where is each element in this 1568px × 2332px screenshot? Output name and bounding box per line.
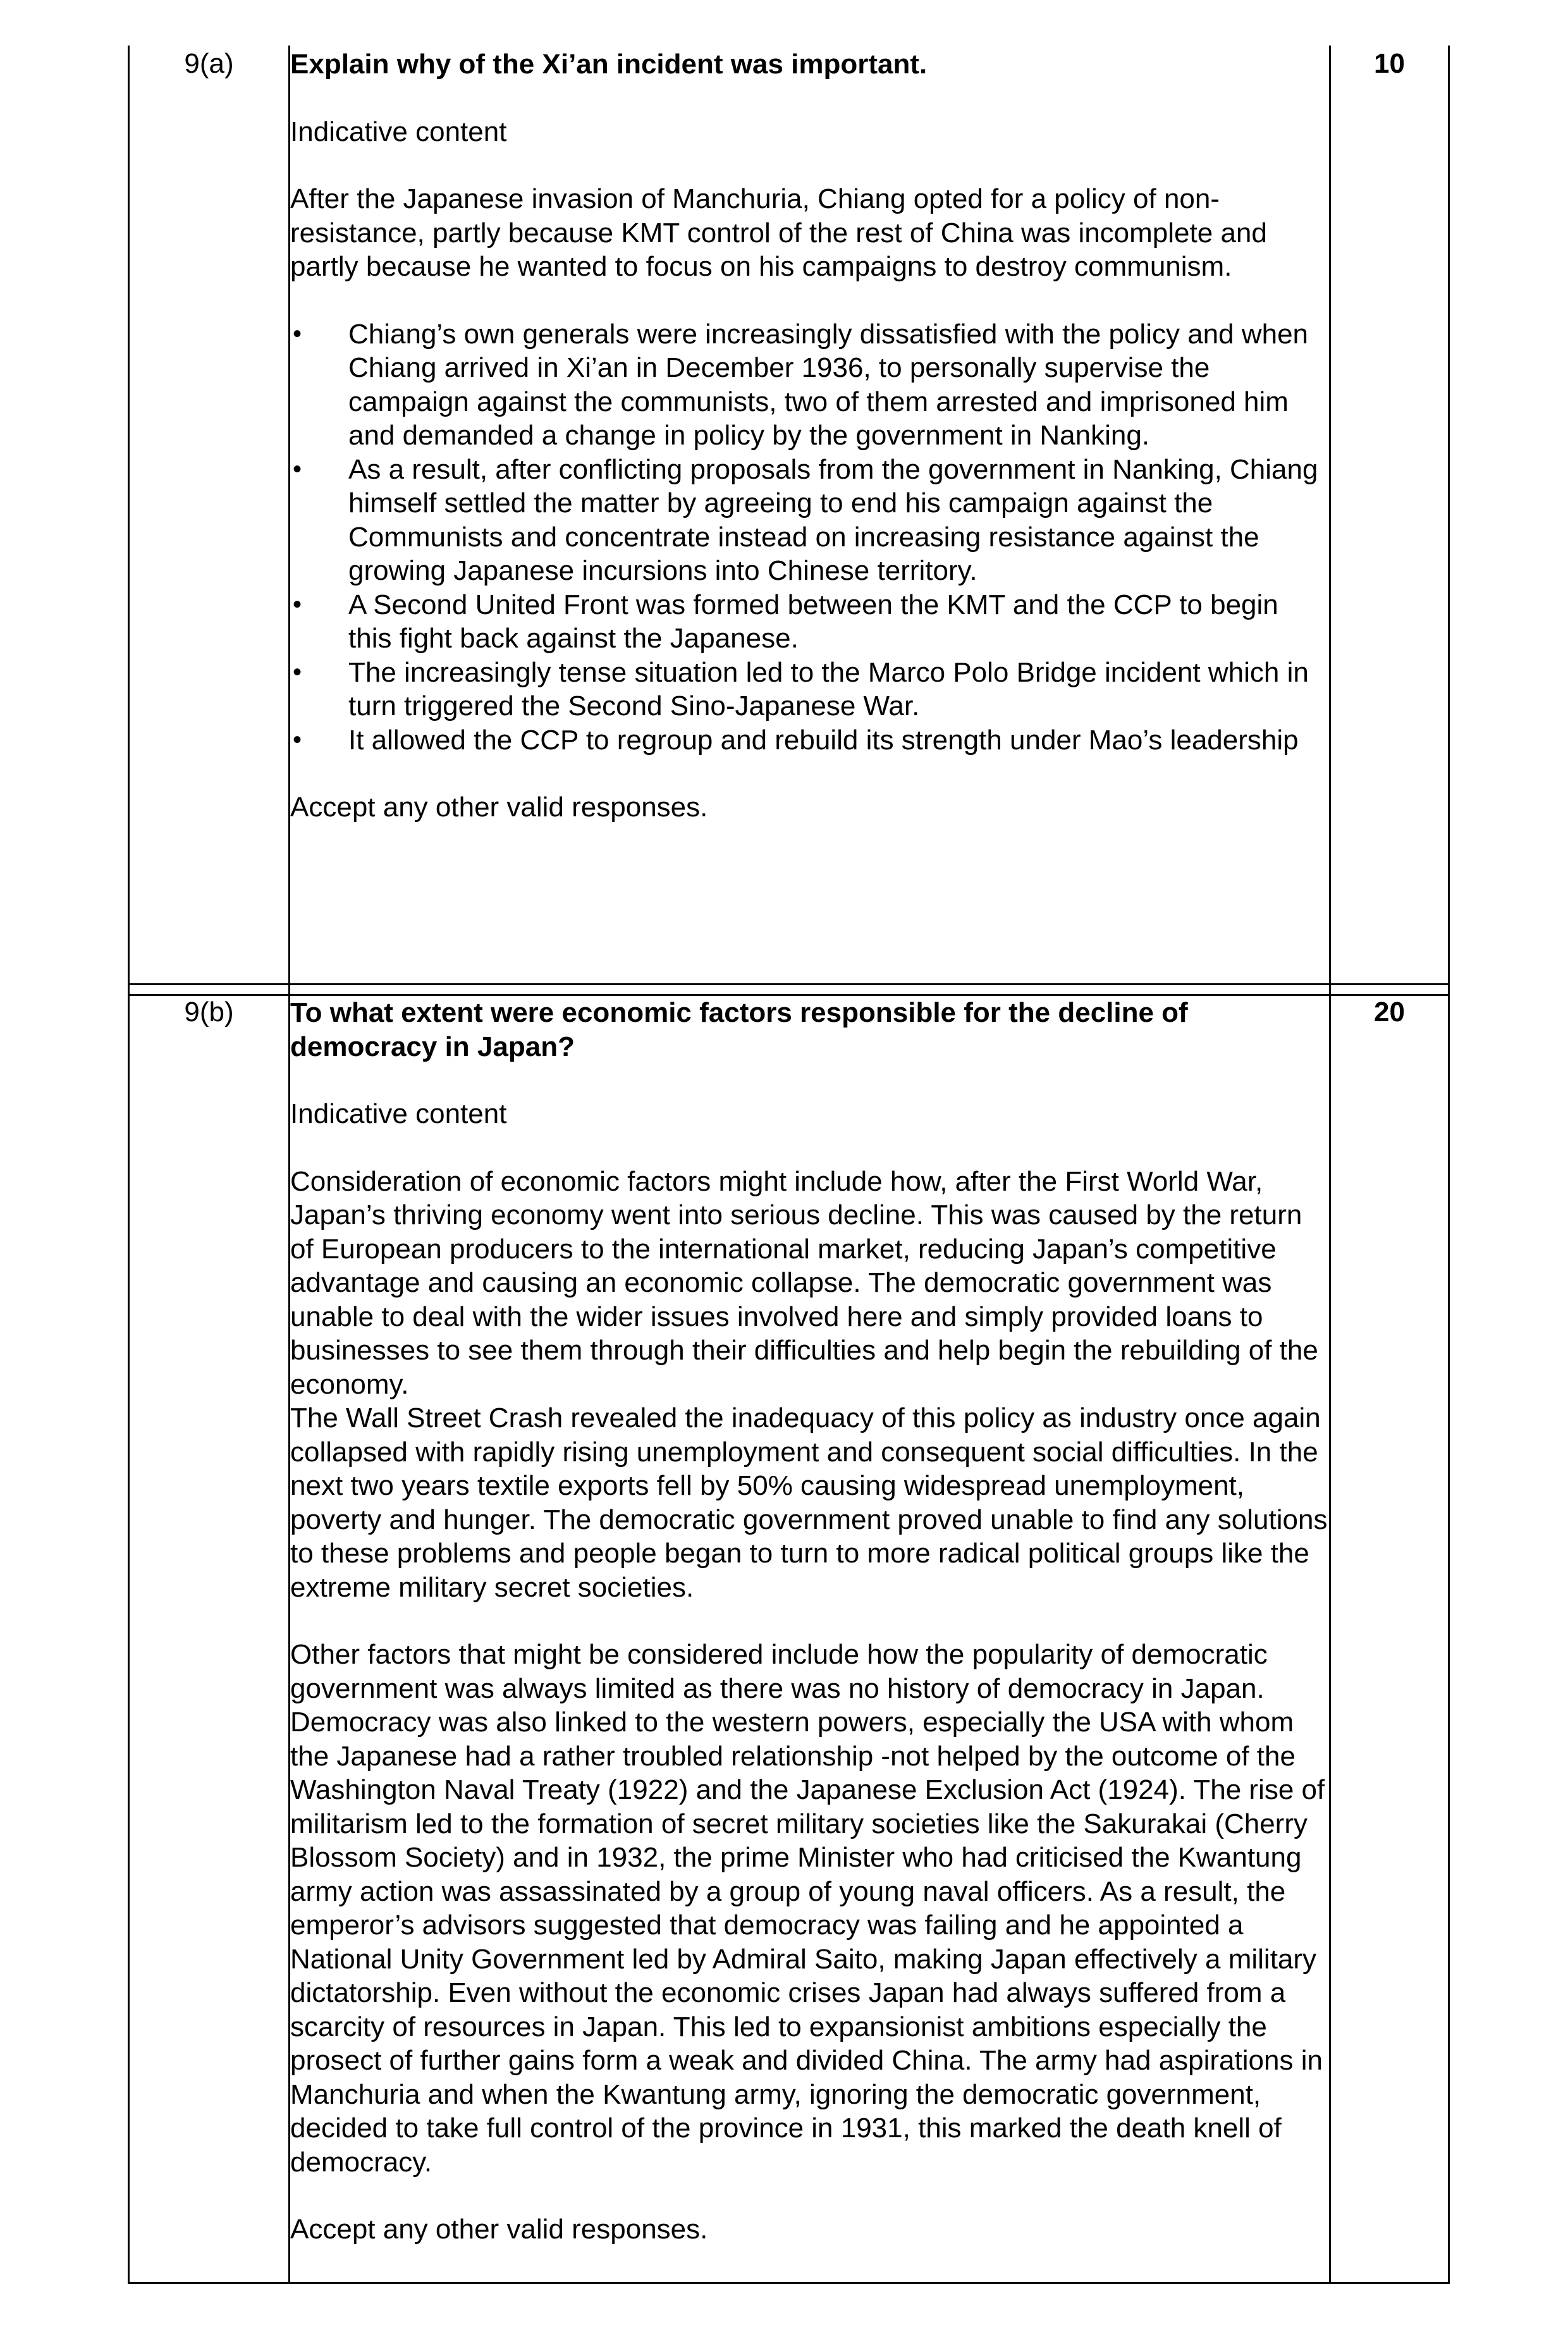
bullet-icon: • <box>293 658 302 686</box>
list-item: • The increasingly tense situation led to the Marco Polo Bridge incident which in turn triggered the Second Sino-Japanese War. <box>293 656 1309 721</box>
closing-note: Accept any other valid responses. <box>290 792 708 823</box>
list-item: • As a result, after conflicting proposals from the government in Nanking, Chiang himself settled the matter by agreeing to end his campaign against the Communists and concentrate instead on increasing resistance against the growing Japanese incursions into Chinese territory. <box>293 453 1318 586</box>
paragraph-economic-factors: Consideration of economic factors might include how, after the First World War, Japan’s thriving economy went into serious decline. This was caused by the return of European producers to the international market, reducing Japan’s competitive advantage and causing an economic collapse. The democratic government was unable to deal with the wider issues involved here and simply provided loans to businesses to see them through their difficulties and help begin the rebuilding of the economy. <box>290 1165 1318 1400</box>
question-row-9a <box>129 47 1449 985</box>
paragraph-wall-street-crash: The Wall Street Crash revealed the inadequacy of this policy as industry once again collapsed with rapidly rising unemployment and consequent social difficulties. In the next two years textile exports fell by 50% causing widespread unemployment, poverty and hunger. The democratic government proved unable to find any solutions to these problems and people began to turn to more radical political groups like the extreme military secret societies. <box>290 1402 1328 1603</box>
bullet-icon: • <box>293 725 302 754</box>
list-item: • Chiang’s own generals were increasingly dissatisfied with the policy and when Chiang arrived in Xi’an in December 1936, to personally supervise the campaign against the communists, two of them arrested and imprisoned him and demanded a change in policy by the government in Nanking. <box>293 318 1309 451</box>
question-title: Explain why of the Xi’an incident was important. <box>290 49 928 80</box>
list-item: • A Second United Front was formed between the KMT and the CCP to begin this fight back against the Japanese. <box>293 589 1278 654</box>
intro-paragraph: After the Japanese invasion of Manchuria, Chiang opted for a policy of non-resistance, partly because KMT control of the rest of China was incomplete and partly because he wanted to focus on his campaigns to destroy communism. <box>290 183 1267 282</box>
question-content <box>290 995 1330 2283</box>
bullet-list <box>290 317 1329 758</box>
paragraph-other-factors: Other factors that might be considered include how the popularity of democratic government was always limited as there was no history of democracy in Japan. Democracy was also linked to the western powers, especially the USA with whom the Japanese had a rather troubled relationship -not helped by the outcome of the Washington Naval Treaty (1922) and the Japanese Exclusion Act (1924). The rise of militarism led to the formation of secret military societies like the Sakurakai (Cherry Blossom Society) and in 1932, the prime Minister who had criticised the Kwantung army action was assassinated by a group of young naval officers. As a result, the emperor’s advisors suggested that democracy was failing and he appointed a National Unity Government led by Admiral Saito, making Japan effectively a military dictatorship. Even without the economic crises Japan had always suffered from a scarcity of resources in Japan. This led to expansionist ambitions especially the prosect of further gains form a weak and divided China. The army had aspirations in Manchuria and when the Kwantung army, ignoring the democratic government, decided to take full control of the province in 1931, this marked the death knell of democracy. <box>290 1639 1325 2178</box>
row-separator <box>129 985 1449 995</box>
question-number: 9(b) <box>129 995 290 2283</box>
question-row-9b <box>129 995 1449 2283</box>
marks-value: 10 <box>1330 47 1449 985</box>
bullet-icon: • <box>293 455 302 483</box>
bullet-icon: • <box>293 319 302 348</box>
marks-value: 20 <box>1330 995 1449 2283</box>
question-title: To what extent were economic factors responsible for the decline of democracy in Japan? <box>290 997 1188 1062</box>
question-content <box>290 47 1330 985</box>
closing-note: Accept any other valid responses. <box>290 2214 708 2245</box>
question-number: 9(a) <box>129 47 290 985</box>
mark-scheme-table <box>128 46 1450 2284</box>
mark-scheme-sheet <box>128 46 1448 2284</box>
indicative-content-heading: Indicative content <box>290 1098 507 1129</box>
indicative-content-heading: Indicative content <box>290 116 507 147</box>
bullet-icon: • <box>293 590 302 618</box>
list-item: • It allowed the CCP to regroup and rebuild its strength under Mao’s leadership <box>290 723 1329 758</box>
